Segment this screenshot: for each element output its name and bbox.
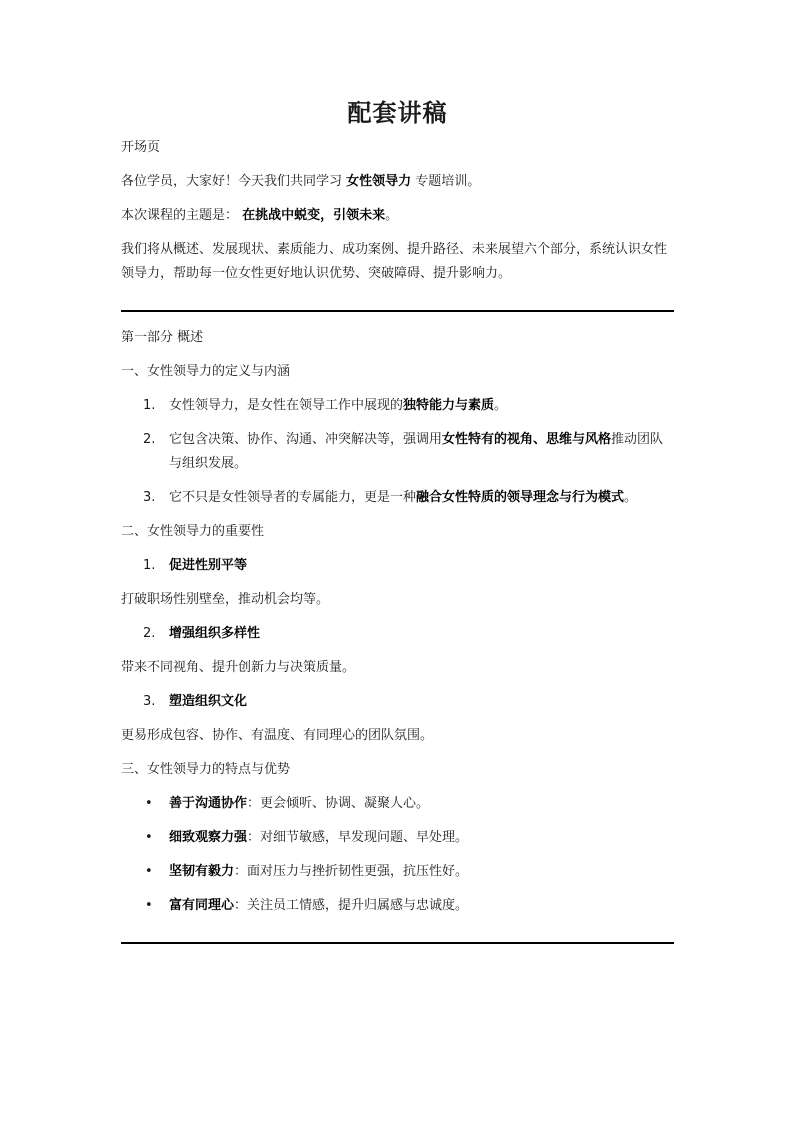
- opening-paragraph-3: 我们将从概述、发展现状、素质能力、成功案例、提升路径、未来展望六个部分，系统认识女性领导力，帮助每一位女性更好地认识优势、突破障碍、提升影响力。: [121, 242, 668, 281]
- page-title: 配套讲稿: [347, 99, 448, 127]
- opening-heading: 开场页: [121, 140, 161, 155]
- list-item: 3. 塑造组织文化: [143, 694, 248, 709]
- importance-description: 带来不同视角、提升创新力与决策质量。: [121, 660, 356, 675]
- section-heading-features: 三、女性领导力的特点与优势: [121, 762, 291, 777]
- bullet-item: • 细致观察力强：对细节敏感，早发现问题、早处理。: [121, 826, 674, 850]
- part1-heading: 第一部分 概述: [121, 330, 204, 345]
- list-item: 2. 它包含决策、协作、沟通、冲突解决等，强调用女性特有的视角、思维与风格推动团队与组织发展。: [143, 432, 664, 471]
- bullet-item: • 善于沟通协作：更会倾听、协调、凝聚人心。: [121, 792, 674, 816]
- document-page: [121, 96, 674, 958]
- importance-description: 打破职场性别壁垒，推动机会均等。: [121, 592, 330, 607]
- bullet-icon: •: [145, 796, 153, 811]
- importance-description: 更易形成包容、协作、有温度、有同理心的团队氛围。: [121, 728, 434, 743]
- opening-paragraph-1: 各位学员，大家好！今天我们共同学习 女性领导力 专题培训。: [121, 174, 481, 189]
- bullet-icon: •: [145, 830, 153, 845]
- section-divider: [121, 942, 674, 944]
- bullet-item: • 富有同理心：关注员工情感，提升归属感与忠诚度。: [121, 894, 674, 918]
- section-heading-definition: 一、女性领导力的定义与内涵: [121, 364, 291, 379]
- bullet-icon: •: [145, 864, 153, 879]
- list-item: 3. 它不只是女性领导者的专属能力，更是一种融合女性特质的领导理念与行为模式。: [143, 490, 638, 505]
- bullet-icon: •: [145, 898, 153, 913]
- section-divider: [121, 310, 674, 312]
- list-item: 1. 女性领导力，是女性在领导工作中展现的独特能力与素质。: [143, 398, 508, 413]
- list-item: 2. 增强组织多样性: [143, 626, 261, 641]
- list-item: 1. 促进性别平等: [143, 558, 248, 573]
- bullet-item: • 坚韧有毅力：面对压力与挫折韧性更强，抗压性好。: [121, 860, 674, 884]
- opening-paragraph-2: 本次课程的主题是： 在挑战中蜕变，引领未来。: [121, 208, 399, 223]
- section-heading-importance: 二、女性领导力的重要性: [121, 524, 265, 539]
